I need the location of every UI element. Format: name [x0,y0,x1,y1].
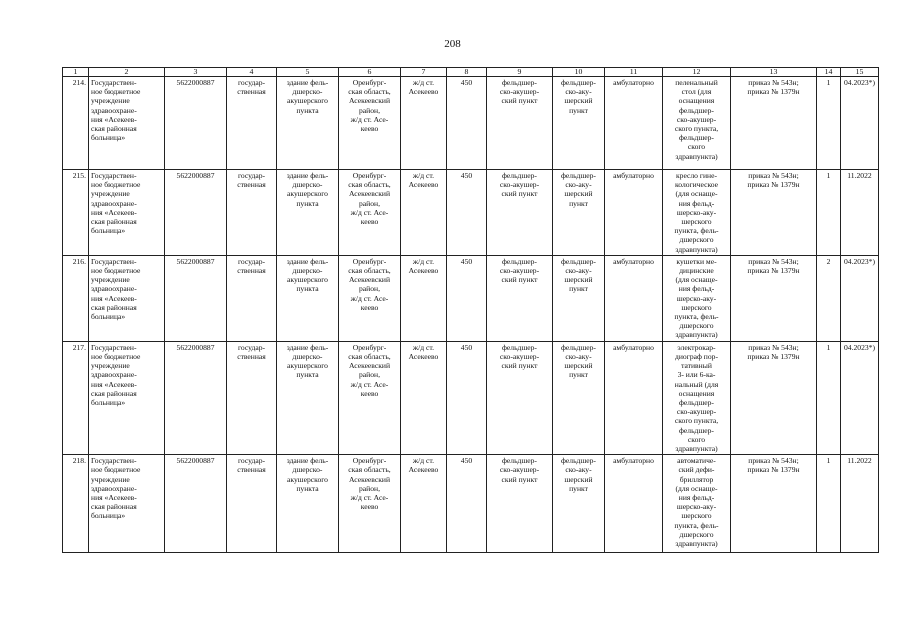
table-row [63,255,879,341]
column-number: 1 [63,68,89,77]
column-number: 2 [89,68,165,77]
row-number: 216. [63,255,89,341]
code-cell: 450 [447,255,487,341]
locality-cell: ж/д ст. Асекеево [401,341,447,454]
unit-type-cell: фельдшер- ско-аку- шерский пункт [553,455,605,553]
date-cell: 11.2022 [841,455,879,553]
address-cell: Оренбург- ская область, Асекеевский район, ж/д ст. Асе- кеево [339,455,401,553]
quantity-cell: 2 [817,255,841,341]
column-number: 11 [605,68,663,77]
building-cell: здание фель- дшерско- акушерского пункта [277,170,339,256]
row-number: 217. [63,341,89,454]
table-row [63,170,879,256]
code-cell: 450 [447,77,487,170]
row-number: 215. [63,170,89,256]
building-cell: здание фель- дшерско- акушерского пункта [277,77,339,170]
date-cell: 11.2022 [841,170,879,256]
quantity-cell: 1 [817,77,841,170]
column-number: 10 [553,68,605,77]
address-cell: Оренбург- ская область, Асекеевский район, ж/д ст. Асе- кеево [339,77,401,170]
code-cell: 450 [447,341,487,454]
column-number: 15 [841,68,879,77]
address-cell: Оренбург- ская область, Асекеевский район, ж/д ст. Асе- кеево [339,341,401,454]
order-cell: приказ № 543н; приказ № 1379н [731,255,817,341]
locality-cell: ж/д ст. Асекеево [401,77,447,170]
inn-cell: 5622000887 [165,170,227,256]
unit-type-cell: фельдшер- ско-аку- шерский пункт [553,77,605,170]
equipment-table [62,67,879,553]
unit-type-cell: фельдшер- ско-аку- шерский пункт [553,341,605,454]
column-number-row [63,68,879,77]
equipment-cell: кушетки ме- дицинские (для оснаще- ния фельд- шерско-аку- шерского пункта, фель- дшерского здравпункта) [663,255,731,341]
table-row [63,341,879,454]
unit-cell: фельдшер- ско-акушер- ский пункт [487,77,553,170]
organization-cell: Государствен- ное бюджетное учреждение здравоохране- ния «Асекеев- ская районная больница» [89,455,165,553]
table-row [63,77,879,170]
care-form-cell: амбулаторно [605,170,663,256]
ownership-cell: государ- ственная [227,341,277,454]
organization-cell: Государствен- ное бюджетное учреждение здравоохране- ния «Асекеев- ская районная больница» [89,341,165,454]
care-form-cell: амбулаторно [605,455,663,553]
address-cell: Оренбург- ская область, Асекеевский район, ж/д ст. Асе- кеево [339,255,401,341]
inn-cell: 5622000887 [165,341,227,454]
code-cell: 450 [447,455,487,553]
equipment-cell: автоматиче- ский дефи- бриллятор (для оснаще- ния фельд- шерско-аку- шерского пункта, фель- дшерского здравпункта) [663,455,731,553]
locality-cell: ж/д ст. Асекеево [401,255,447,341]
equipment-cell: электрокар- диограф пор- тативный 3- или 6-ка- нальный (для оснащения фельдшер- ско-акушер- ского пункта, фельдшер- ского здравпункта) [663,341,731,454]
column-number: 8 [447,68,487,77]
column-number: 7 [401,68,447,77]
care-form-cell: амбулаторно [605,255,663,341]
ownership-cell: государ- ственная [227,455,277,553]
code-cell: 450 [447,170,487,256]
organization-cell: Государствен- ное бюджетное учреждение здравоохране- ния «Асекеев- ская районная больница» [89,77,165,170]
order-cell: приказ № 543н; приказ № 1379н [731,170,817,256]
inn-cell: 5622000887 [165,77,227,170]
address-cell: Оренбург- ская область, Асекеевский район, ж/д ст. Асе- кеево [339,170,401,256]
row-number: 218. [63,455,89,553]
inn-cell: 5622000887 [165,255,227,341]
column-number: 6 [339,68,401,77]
column-number: 3 [165,68,227,77]
unit-cell: фельдшер- ско-акушер- ский пункт [487,455,553,553]
quantity-cell: 1 [817,341,841,454]
quantity-cell: 1 [817,455,841,553]
building-cell: здание фель- дшерско- акушерского пункта [277,455,339,553]
care-form-cell: амбулаторно [605,77,663,170]
date-cell: 04.2023*) [841,77,879,170]
column-number: 14 [817,68,841,77]
row-number: 214. [63,77,89,170]
equipment-cell: кресло гине- кологическое (для оснаще- ния фельд- шерско-аку- шерского пункта, фель- дшерского здравпункта) [663,170,731,256]
order-cell: приказ № 543н; приказ № 1379н [731,455,817,553]
organization-cell: Государствен- ное бюджетное учреждение здравоохране- ния «Асекеев- ская районная больница» [89,255,165,341]
table-row [63,455,879,553]
column-number: 9 [487,68,553,77]
column-number: 5 [277,68,339,77]
locality-cell: ж/д ст. Асекеево [401,455,447,553]
order-cell: приказ № 543н; приказ № 1379н [731,341,817,454]
building-cell: здание фель- дшерско- акушерского пункта [277,341,339,454]
date-cell: 04.2023*) [841,341,879,454]
unit-cell: фельдшер- ско-акушер- ский пункт [487,341,553,454]
order-cell: приказ № 543н; приказ № 1379н [731,77,817,170]
ownership-cell: государ- ственная [227,77,277,170]
page-number: 208 [444,38,461,50]
equipment-cell: пеленальный стол (для оснащения фельдшер- ско-акушер- ского пункта, фельдшер- ского здравпункта) [663,77,731,170]
date-cell: 04.2023*) [841,255,879,341]
locality-cell: ж/д ст. Асекеево [401,170,447,256]
building-cell: здание фель- дшерско- акушерского пункта [277,255,339,341]
unit-type-cell: фельдшер- ско-аку- шерский пункт [553,255,605,341]
unit-type-cell: фельдшер- ско-аку- шерский пункт [553,170,605,256]
care-form-cell: амбулаторно [605,341,663,454]
inn-cell: 5622000887 [165,455,227,553]
organization-cell: Государствен- ное бюджетное учреждение здравоохране- ния «Асекеев- ская районная больница» [89,170,165,256]
unit-cell: фельдшер- ско-акушер- ский пункт [487,255,553,341]
column-number: 4 [227,68,277,77]
unit-cell: фельдшер- ско-акушер- ский пункт [487,170,553,256]
column-number: 12 [663,68,731,77]
column-number: 13 [731,68,817,77]
ownership-cell: государ- ственная [227,255,277,341]
ownership-cell: государ- ственная [227,170,277,256]
quantity-cell: 1 [817,170,841,256]
